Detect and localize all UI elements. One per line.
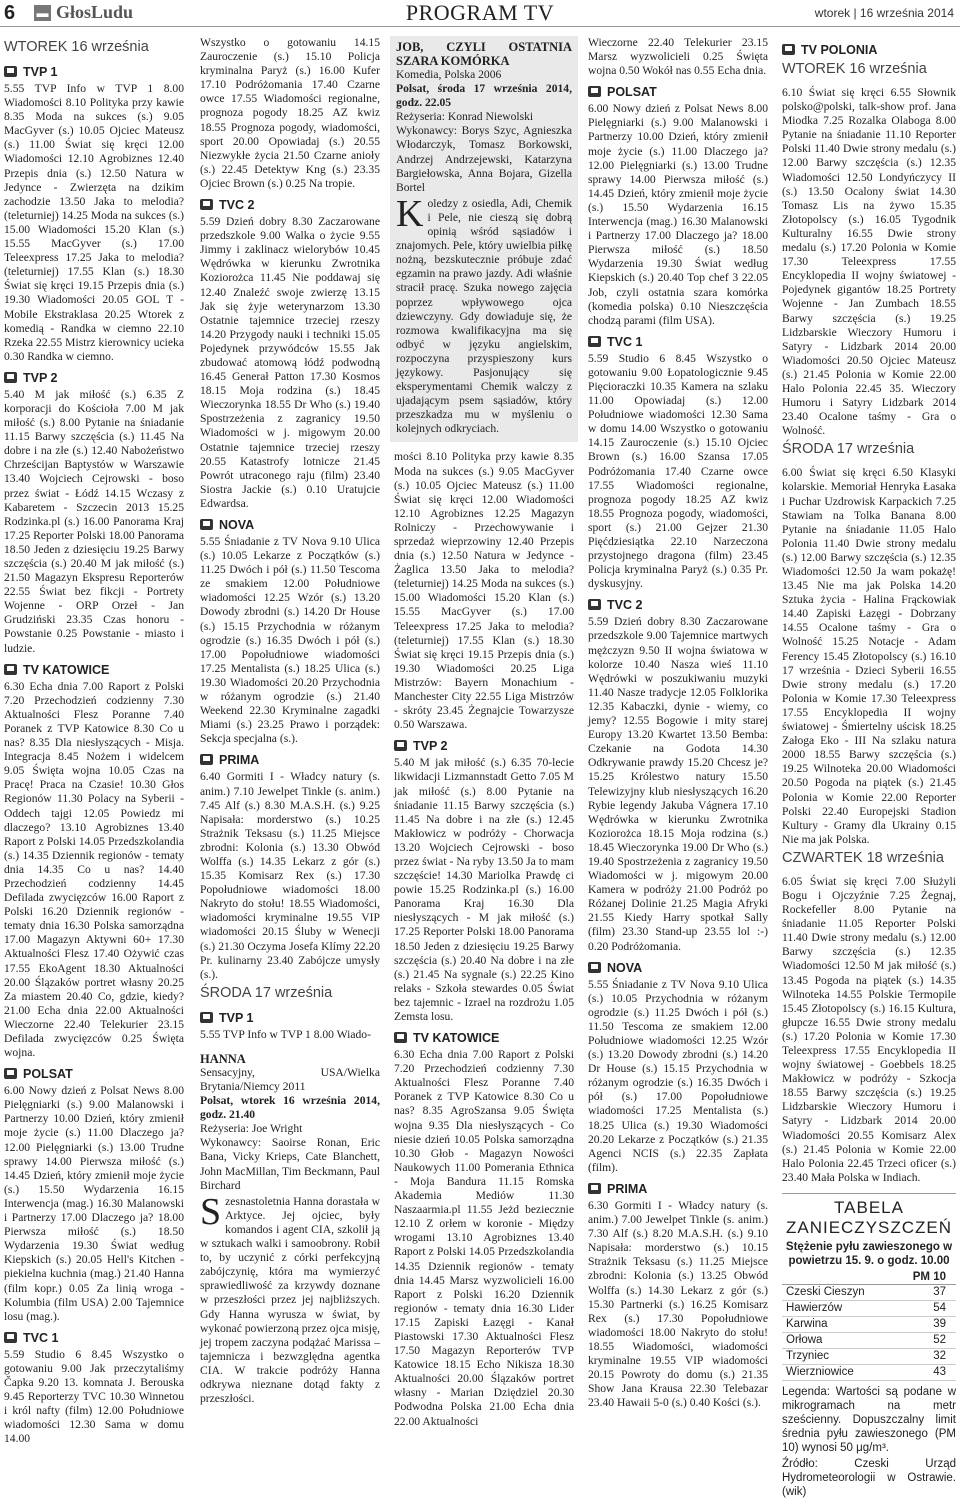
glos-ludu-logo (34, 4, 154, 23)
channel-name: TV POLONIA (801, 43, 878, 57)
channel-heading (588, 334, 768, 350)
tv-icon (4, 1332, 17, 1343)
synopsis-text: zesnastoletnia Hanna dorastała w Arktyce. Jej ojciec, były komandos i agent CIA, szkolił ją w sztukach walki i samoobrony. Robił to, by uczynić z córki perfekcyjną zabójczynię, która ma wymierzyć sprawiedliwość za krzywdy doznane w przeszłości przez jej najbliższych. Gdy Hanna wyrusza w świat, by wykonać powierzoną przez ojca misję, jej tropem zaczyna podążać Marissa – tajemnicza i bezwzględna agentka CIA. W trakcie podróży Hanna odkrywa nieznane dotąd fakty z przeszłości. (200, 1194, 380, 1406)
program-text: 5.59 Studio 6 8.45 Wszystko o gotowaniu 9.00 Łopatologicznie 9.45 Pięcioraczki 10.35 Kamera na szlaku 11.00 Opowiadaj (s.) 12.00 Południowe wiadomości 12.30 Sama w domu 14.00 Wszystko o gotowaniu 14.15 Zauroczenie (s.) 15.10 Ojciec Brown (s.) 16.00 Szansa 17.05 Podróżomania 17.40 Czarne owce 17.55 Wiadomości regionalne, prognoza pogody 18.25 AZ kwiz 18.55 Prognoza pogody, wiadomości, sport (s.) 21.00 Gejzer 21.30 Pięćdziesiątka 22.10 Narzeczona przystojnego dragona (film) 23.45 Policja kryminalna Paryż (s.) 0.35 Pr. dyskusyjny. (588, 351, 768, 591)
channel-name: TVC 1 (607, 334, 643, 349)
channel-heading (588, 1181, 768, 1197)
channel-heading (4, 662, 184, 678)
program-listing (4, 388, 184, 656)
tv-icon (394, 740, 407, 751)
synopsis-text: oledzy z osiedla, Adi, Chemik i Pele, nie cieszą się dobrą opinią wśród sąsiadów i znajomych. Pele, który uwielbia piłkę nożną, bezskutecznie próbuje zdać egzamin na prawo jazdy. Adi właśnie stracił pracę. Szuka nowego zajęcia poprzez wpływowego ojca dziewczyny. Gdy dowiaduje się, że rozmowa kwalifikacyjna ma się odbyć w języku angielskim, rozpoczyna przyspieszony kurs językowy. Pasjonujący się eksperymentami Chemik walczy z ujadającym psem sąsiadów, który przeszkadza mu w myśleniu o kolejnych odkryciach. (396, 196, 572, 436)
tv-icon (200, 199, 213, 210)
program-text: 6.00 Świat się kręci 6.50 Klasyki kolarskie. Memoriał Henryka Łasaka i Puchar Uzdrowisk Karpackich 7.25 Stawiam na Tolka Banana 8.00 Pytanie na śniadanie 11.05 Halo Polonia 11.40 Dwie strony medalu (s.) 12.00 Barwy szczęścia (s.) 12.35 Wiadomości 12.50 Ja wam pokażę! 13.45 Nie ma jak Polska 14.20 Sztuka życia - Halina Frąckowiak 14.40 Zapiski Łazęgi - Dobrzany 14.55 Ocalone taśmy - Gra o Wolność 15.25 Notacje - Adam Ferency 15.45 Złotopolscy (s.) 16.10 17 września - Dzieci Syberii 16.55 Dwie strony medalu (s.) 17.20 Polonia w Komie 17.30 Teleexpress 17.55 Encyklopedia II wojny światowej - Śmiertelny uścisk 18.25 Załoga Eko - III Na szlaku natura 2000 18.55 Barwy szczęścia (s.) 19.25 Wilnoteka 20.00 Wiadomości 20.50 Pogoda na piątek (s.) 21.45 Polonia w Komie 22.00 Reporter Polski 22.40 Europejski Stadion Kultury - Gramy dla Ukrainy 0.15 Nie ma jak Polska. (782, 466, 956, 846)
city-name: Hawierzów (786, 1302, 843, 1315)
tv-icon (588, 86, 601, 97)
program-listing (588, 352, 768, 592)
channel-heading (782, 42, 956, 58)
tv-icon (588, 336, 601, 347)
film-credits: Reżyseria: Konrad Niewolski Wykonawcy: Borys Szyc, Agnieszka Włodarczyk, Tomasz Borkowski, Andrzej Andrzejewski, Katarzyna Bargiełowska, Anna Bojara, Gizella Bortel (396, 110, 572, 194)
film-recommendation (200, 1042, 380, 1414)
program-listing (4, 82, 184, 364)
logo-text: GłosLudu (56, 2, 134, 22)
channel-heading (588, 84, 768, 100)
day-heading: CZWARTEK 18 września (782, 849, 944, 866)
pollution-table-source: Źródło: Czeski Urząd Hydrometeorologii w Ostrawie. (wik) (782, 1458, 956, 1499)
channel-name: PRIMA (219, 753, 260, 768)
film-title: JOB, CZYLI OSTATNIA SZARA KOMÓRKA (396, 40, 572, 68)
program-listing (4, 1084, 184, 1324)
film-synopsis (396, 192, 572, 437)
program-text: 5.55 TVP Info w TVP 1 8.00 Wiadomości 8.10 Polityka przy kawie 8.35 Moda na sukces (s.) 9.05 MacGyver (s.) 10.05 Ojciec Mateusz (s.) 11.00 Świat się kręci 12.00 Wiadomości 12.10 Agrobiznes 12.40 Przepis dnia (s.) 12.50 Natura w Jedynce - Zwierzęta na dzikim zachodzie 13.50 Jaka to melodia? (teleturniej) 14.25 Moda na sukces (s.) 15.00 Wiadomości 15.20 Klan (s.) 15.55 MacGyver (s.) 17.00 Teleexpress 17.25 Jaka to melodia? (teleturniej) 17.55 Klan (s.) 18.30 Świat się kręci 19.15 Przepis dnia (s.) 19.30 Wiadomości 20.05 GOL T - Mobile Ekstraklasa 20.25 Wtorek z komedią - Randka w ciemno 22.10 Rzeka 22.55 Mistrz kierownicy ucieka 0.30 Randka w ciemno. (4, 82, 184, 363)
program-listing (782, 86, 956, 438)
program-text: 6.30 Echa dnia 7.00 Raport z Polski 7.20 Przechodzień codzienny 7.30 Aktualności Flesz Poranne 7.40 Poranek z TVP Katowice 8.30 Co u nas? 8.35 Dla niesłyszących - Misja. Integracja 8.45 Nożem i widelcem 9.05 Święta wojna 10.05 Czas na Pracę! Praca na Czasie! 10.30 Głos Regionów 11.30 Polacy na Syberii - Oddech tajgi 12.05 Powiedz mi dlaczego? 13.10 Agrobiznes 13.40 Raport z Polski 14.05 Przedszkolandia (s.) 14.35 Dziennik regionów - tematy dnia 14.35 Co u nas? 14.40 Przechodzień codzienny 14.45 Defilada zwycięzców 16.00 Raport z Polski 16.20 Dziennik regionów - tematy dnia 16.30 Polska samorządna 17.00 Magazyn Aktywni 60+ 17.30 Aktualności Flesz 17.40 Ożywić czas 17.55 EkoAgent 18.30 Aktualności 20.00 Ślązaków portret własny 20.25 Za miastem 20.40 Co, gdzie, kiedy? 21.00 Echa dnia 22.00 Aktualności Wieczorne 22.40 Telekurier 23.15 Defilada zwycięzców 0.25 Święta wojna. (4, 679, 184, 1060)
tv-icon (588, 599, 601, 610)
program-text: Wieczorne 22.40 Telekurier 23.15 Marsz wyzwolicieli 0.25 Święta wojna 0.50 Wokół nas 0.55 Echa dnia. (588, 36, 768, 78)
program-listing (394, 450, 574, 732)
program-listing (588, 102, 768, 328)
pm10-value: 43 (933, 1366, 946, 1379)
pollution-table-rows (782, 1285, 956, 1381)
channel-heading (4, 370, 184, 386)
program-listing (200, 535, 380, 746)
program-text: 5.59 Studio 6 8.45 Wszystko o gotowaniu 9.00 Jak przeczytaliśmy Čapka 9.20 13. komnata J. Berouska 9.45 Reporterzy TVC 10.30 Winnetou i król nafty (film) 12.00 Południowe wiadomości 12.30 Sama w domu 14.00 (4, 1347, 184, 1446)
channel-heading (4, 64, 184, 80)
channel-heading (200, 197, 380, 213)
channel-name: TV KATOWICE (23, 662, 110, 677)
program-listing (4, 1348, 184, 1447)
channel-name: PRIMA (607, 1181, 648, 1196)
program-text: 5.40 M jak miłość (s.) 6.35 Z korporacji do Kościoła 7.00 M jak miłość (s.) 8.00 Pytanie na śniadanie 11.15 Barwy szczęścia (s.) 11.45 Na dobre i na złe (s.) 12.40 Nabożeństwo Chrześcijan Baptystów w Warszawie 13.40 Wojciech Cejrowski - boso przez świat - Łódź 14.15 Wczasy z Kabaretem - Szczecin 2013 15.25 Rodzinka.pl (s.) 16.00 Panorama Kraj 17.25 Reporter Polski 18.00 Panorama 18.50 Jeden z dziesięciu 19.25 Barwy szczęścia (s.) 20.40 M jak miłość (s.) 21.50 Magazyn Ekspresu Reporterów 22.55 Świat bez fikcji - Portrety Wojenne - ORP Orzeł - Jan Grudziński 23.35 Czas honoru - Powstanie 0.25 Powstanie - miasto i ludzie. (4, 387, 184, 655)
logo-mark-icon: ▬ (34, 5, 51, 21)
program-listing (4, 680, 184, 1061)
tv-icon (588, 962, 601, 973)
pollution-table-legend: Legenda: Wartości są podane w mikrogramach na metr sześcienny. Dopuszczalny limit średnia pyłu zawieszonego (PM 10) wynosi 50 μg/m³. (782, 1386, 956, 1455)
channel-heading (4, 1066, 184, 1082)
channel-name: TVC 2 (607, 598, 643, 613)
channel-name: POLSAT (23, 1067, 73, 1082)
table-row (782, 1333, 956, 1349)
page-header (0, 0, 960, 27)
tv-icon (394, 1032, 407, 1043)
film-genre: Sensacyjny, USA/Wielka Brytania/Niemcy 2011 (200, 1065, 380, 1093)
city-name: Wierzniowice (786, 1366, 854, 1379)
channel-name: TVP 2 (23, 370, 58, 385)
channel-name: POLSAT (607, 85, 657, 100)
tv-icon (4, 664, 17, 675)
program-listing (394, 1048, 574, 1429)
program-text: 6.30 Gormiti I - Władcy natury (s. anim.) 7.00 Jewelpet Tinkle (s. anim.) 7.30 Alf (s.) 8.20 M.A.S.H. (s.) 9.10 Napisała: morderstwo (s.) 10.15 Strażnik Teksasu (s.) 11.25 Miejsce zbrodni: Kolonia (s.) 13.25 Obwód Wolffa (s.) 14.30 Lekarz z gór (s.) 15.30 Partnerki (s.) 16.25 Komisarz Rex (s.) 17.30 Popołudniowe wiadomości 18.00 Nakryto do stołu! 18.55 Wiadomości, wiadomości kryminalne 19.55 VIP wiadomości 20.15 Powroty do domu (s.) 21.35 Show Jana Krausa 22.30 Telebazar 23.40 Hawaii 5-0 (s.) 0.40 Kości (s.). (588, 1198, 768, 1410)
channel-heading (588, 960, 768, 976)
pm10-value: 32 (933, 1350, 946, 1363)
program-listing (782, 466, 956, 847)
channel-name: NOVA (607, 960, 643, 975)
city-name: Trzyniec (786, 1350, 830, 1363)
program-text: mości 8.10 Polityka przy kawie 8.35 Moda na sukces (s.) 9.05 MacGyver (s.) 10.05 Ojciec Mateusz (s.) 11.00 Świat się kręci 12.00 Wiadomości 12.10 Agrobiznes 12.25 Magazyn Rolniczy - Przechowywanie i sprzedaż wieprzowiny 12.40 Przepis dnia (s.) 12.50 Natura w Jedynce - Żaglica 13.50 Jaka to melodia? (teleturniej) 14.25 Moda na sukces (s.) 15.00 Wiadomości 15.20 Klan (s.) 15.55 MacGyver (s.) 17.00 Teleexpress 17.25 Jaka to melodia? (teleturniej) 17.55 Klan (s.) 18.30 Świat się kręci 19.15 Przepis dnia (s.) 19.30 Wiadomości 20.25 Liga Mistrzów: Bayern Monachium - Manchester City 22.55 Liga Mistrzów - skróty 23.45 Żegnajcie Towarzysze 0.50 Warszawa. (394, 450, 574, 732)
pm10-value: 37 (933, 1286, 946, 1299)
tv-icon (200, 1012, 213, 1023)
day-heading: ŚRODA 17 września (782, 441, 915, 458)
channel-heading (588, 597, 768, 613)
tv-icon (588, 1183, 601, 1194)
film-credits: Reżyseria: Joe Wright Wykonawcy: Saoirse Ronan, Eric Bana, Vicky Krieps, Cate Blanchett, John MacMillan, Tim Beckmann, Paul Birchard (200, 1122, 380, 1192)
film-airtime: Polsat, środa 17 września 2014, godz. 22.05 (396, 82, 572, 110)
program-text: 6.10 Świat się kręci 6.55 Słownik polsko@polski, talk-show prof. Jana Miodka 7.25 Rozalka Olaboga 8.00 Pytanie na śniadanie 11.10 Reporter Polski 11.40 Dwie strony medalu (s.) 12.00 Barwy szczęścia (s.) 12.35 Wiadomości 12.50 Londyńczycy II (s.) 13.50 Ocalony świat 14.30 Tomasz Lis na żywo 15.35 Złotopolscy (s.) 16.05 Tygodnik Kulturalny 16.55 Dwie strony medalu (s.) 17.20 Polonia w Komie 17.30 Teleexpress 17.55 Encyklopedia II wojny światowej - Pojedynek gigantów 18.25 Portrety Wojenne - Jan Zumbach 18.55 Barwy szczęścia (s.) 19.25 Lidzbarskie Wieczory Humoru i Satyry - Lidzbark 2014 20.00 Wiadomości 20.50 Ojciec Mateusz (s.) 21.45 Polonia w Komie 22.00 Halo Polonia 22.45 35. Wieczory Humoru i Satyry Lidzbark 2014 23.40 Ocalone taśmy - Gra o Wolność. (782, 86, 956, 438)
program-text: Wszystko o gotowaniu 14.15 Zauroczenie (s.) 15.10 Policja kryminalna Paryż (s.) 16.00 Kufer 17.10 Podróżomania 17.40 Czarne owce 17.55 Wiadomości regionalne, prognoza pogody 18.25 AZ kwiz 18.55 Prognoza pogody, wiadomości, sport 20.00 Opowiadaj (s.) 20.55 Niezwykłe życia 21.50 Czarne anioły (s.) 22.45 Detektyw Kng (s.) 23.35 Ojciec Brown (s.) 0.25 Na tropie. (200, 36, 380, 190)
program-listing (588, 978, 768, 1175)
tv-icon (4, 372, 17, 383)
program-listing (588, 36, 768, 78)
program-listing (200, 1028, 380, 1042)
program-text: 5.59 Dzień dobry 8.30 Zaczarowane przedszkole 9.00 Tajemnice martwych mężczyzn 9.50 II wojna światowa w kolorze 10.40 Nasza wieś 11.10 Wędrówki w poszukiwaniu muzyki 11.40 Nasze tradycje 12.05 Folklorika 12.35 Kabaczki, dynie - wiemy, co jemy? 12.55 Bogowie i mity starej Europy 13.20 Kwartet 13.50 Bemba: Czekanie na Godota 14.30 Odkrywanie prawdy 15.20 Chcesz je? 15.25 Królestwo natury 15.50 Telewizyjny klub niesłyszących 16.20 Rybie legendy Jakuba Vágnera 17.10 Wędrówka w kierunku Zwrotnika Koziorożca 18.15 Moja rodzina (s.) 18.45 Wieczorynka 19.00 Dr Who (s.) 19.40 Spostrzeżenia z zagranicy 19.50 Wiadomości w j. migowym 20.00 Kamera w podróży 21.00 Podróż po Różanej Dolinie 21.25 Magia Afryki 21.55 Kiedy Harry spotkał Sally (film) 23.30 Stand-up 23.55 lol :-) 0.20 Podróżomania. (588, 615, 768, 953)
program-listing (200, 215, 380, 511)
channel-name: TV KATOWICE (413, 1031, 500, 1046)
tv-icon (4, 66, 17, 77)
day-heading: WTOREK 16 września (4, 39, 149, 55)
drop-cap: S (200, 1190, 222, 1233)
pm10-value: 54 (933, 1302, 946, 1315)
pollution-table (782, 1193, 956, 1499)
day-heading: WTOREK 16 września (782, 61, 927, 77)
program-text: 6.40 Gormiti I - Władcy natury (s. anim.) 7.10 Jewelpet Tinkle (s. anim.) 7.45 Alf (s.) 8.30 M.A.S.H. (s.) 9.25 Napisała: morderstwo (s.) 10.25 Strażnik Teksasu (s.) 11.25 Miejsce zbrodni: Kolonia (s.) 13.30 Obwód Wolffa (s.) 14.35 Lekarz z gór (s.) 15.35 Komisarz Rex (s.) 17.30 Popołudniowe wiadomości 18.00 Nakryto do stołu! 18.55 Wiadomości, wiadomości kryminalne 19.55 VIP wiadomości 20.15 Śluby w Wenecji (s.) 21.30 Oczyma Josefa Klímy 22.20 Pr. kulinarny 23.40 Zabójcze umysły (s.). (200, 770, 380, 981)
tv-icon (200, 519, 213, 530)
pollution-table-unit: PM 10 (782, 1270, 956, 1285)
header-date: wtorek | 16 września 2014 (814, 6, 954, 20)
film-genre: Komedia, Polska 2006 (396, 68, 502, 81)
channel-heading (200, 752, 380, 768)
program-text: 5.59 Dzień dobry 8.30 Zaczarowane przedszkole 9.00 Walka o życie 9.55 Jimmy i zaklinacz wielorybów 10.45 Wędrówka w kierunku Zwrotnika Koziorożca 11.45 Nie poddawaj się 12.40 Znaleźć swoje zwierzę 13.15 Jak się żyje weterynarzom 13.30 Ostatnie tajemnice trzeciej rzeszy 14.20 Przygody nauki i techniki 15.05 Pojedynek przywódców 15.55 Jak zbudować atomową łódź podwodną 16.45 Generał Patton 17.30 Kosmos 18.15 Moja rodzina (s.) 18.45 Wieczorynka 18.55 Dr Who (s.) 19.40 Spostrzeżenia z zagranicy 19.50 Wiadomości w j. migowym 20.00 Ostatnie tajemnice trzeciej rzeszy 20.55 Katastrofy lotnicze 21.45 Powrót utraconego raju (film) 23.40 Siostra Jackie (s.) 0.10 Uratujcie Edwardsa. (200, 215, 380, 510)
pm10-value: 39 (933, 1318, 946, 1331)
film-synopsis (200, 1190, 380, 1406)
channel-heading (394, 738, 574, 754)
film-airtime: Polsat, wtorek 16 września 2014, godz. 21.40 (200, 1094, 380, 1122)
channel-name: TVP 1 (23, 65, 58, 79)
section-title: PROGRAM TV (405, 0, 555, 25)
tv-icon (4, 1068, 17, 1079)
program-text: 5.40 M jak miłość (s.) 6.35 70-lecie likwidacji Lizmannstadt Getto 7.05 M jak miłość (s.) 8.00 Pytanie na śniadanie 11.15 Barwy szczęścia (s.) 11.45 Na dobre i na złe (s.) 12.45 Makłowicz w podróży - Chorwacja 13.20 Wojciech Cejrowski - boso przez świat - Na ryby 13.50 Ja to mam szczęście! 14.30 Mariolka Prawdę ci powie 15.25 Rodzinka.pl (s.) 16.00 Panorama Kraj 16.30 Dla niesłyszących - M jak miłość (s.) 17.25 Reporter Polski 18.00 Panorama 18.50 Jeden z dziesięciu 19.25 Barwy szczęścia (s.) 20.40 Na dobre i na złe (s.) 21.45 Na sygnale (s.) 22.25 Kino relaks - Szkoła stewardes 0.05 Świat bez tajemnic - Izrael na rozdrożu 1.05 Zemsta losu. (394, 756, 574, 1023)
channel-name: NOVA (219, 518, 255, 532)
program-listing (394, 756, 574, 1024)
program-listing (588, 1199, 768, 1410)
tv-icon (200, 754, 213, 765)
program-text: 5.55 Śniadanie z TV Nova 9.10 Ulica (s.) 10.05 Lekarze z Początków (s.) 11.25 Dwóch i pół (s.) 11.50 Tescoma ze smakiem 12.00 Południowe wiadomości 12.25 Wzór (s.) 13.20 Dowody zbrodni (s.) 14.20 Dr House (s.) 15.15 Przychodnia w różanym ogrodzie (s.) 16.35 Dwóch i pół (s.) 17.00 Popołudniowe wiadomości 17.25 Mentalista (s.) 18.25 Ulica (s.) 19.30 Wiadomości 20.20 Przychodnia w różanym ogrodzie (s.) 21.40 Weekend 22.30 Kryminalne zagadki Miami (s.) 23.25 Prawo i porządek: Sekcja specjalna (s.). (200, 535, 380, 746)
program-text: 6.00 Nowy dzień z Polsat News 8.00 Pielęgniarki (s.) 9.00 Malanowski i Partnerzy 10.00 Dzień, który zmienił moje życie (s.) 11.00 Dlaczego ja? 12.00 Pielęgniarki (s.) 13.00 Trudne sprawy 14.00 Pierwsza miłość (s.) 14.45 Dzień, który zmienił moje życie (s.) 15.50 Wydarzenia 16.15 Interwencja (mag.) 16.30 Malanowski i Partnerzy 17.00 Dlaczego ja? 18.00 Pierwsza miłość (s.) 18.50 Wydarzenia 19.30 Świat według Kiepskich (s.) 20.05 Hell's Kitchen - piekielna kuchnia (mag.) 21.40 Hanna (film kopr.) 0.05 Za linią wroga - Kolumbia (film USA) 2.00 Tajemnice losu (mag.). (4, 1084, 184, 1323)
pollution-table-title: TABELA ZANIECZYSZCZEŃ (785, 1197, 953, 1237)
pm10-value: 52 (933, 1334, 946, 1347)
program-text: 5.55 TVP Info w TVP 1 8.00 Wiado- (200, 1027, 371, 1041)
program-listing (200, 770, 380, 981)
program-text: 6.05 Świat się kręci 7.00 Służyli Bogu i Ojczyźnie 7.25 Żegnaj, Rockefeller 8.00 Pytanie na śniadanie 11.05 Reporter Polski 11.40 Dwie strony medalu (s.) 12.00 Barwy szczęścia (s.) 12.35 Wiadomości 12.50 M jak miłość (s.) 13.45 Pogoda na piątek (s.) 14.35 Wilnoteka 14.55 Polskie Termopile 15.45 Złotopolscy (s.) 16.15 Kultura, głupcze 16.55 Dwie strony medalu (s.) 17.20 Polonia w Komie 17.30 Teleexpress 17.55 Encyklopedia II wojny światowej - Goebbels 18.25 Makłowicz w podróży - Szkocja 18.55 Barwy szczęścia (s.) 19.25 Lidzbarskie Wieczory Humoru i Satyry - Lidzbark 2014 20.00 Wiadomości 20.55 Komisarz Alex (s.) 21.45 Polonia w Komie 22.00 Halo Polonia 22.45 Trzeci oficer (s.) 23.40 Mała Polska w Indiach. (782, 874, 956, 1184)
channel-name: TVC 1 (23, 1330, 59, 1345)
film-title: HANNA (200, 1051, 246, 1066)
column-5 (782, 36, 956, 1499)
channel-name: TVP 1 (219, 1010, 254, 1025)
table-row (782, 1365, 956, 1381)
channel-heading (200, 1010, 380, 1026)
column-1 (4, 36, 184, 1446)
table-row (782, 1317, 956, 1333)
channel-heading (200, 517, 380, 533)
channel-name: TVP 2 (413, 739, 448, 754)
program-listing (200, 36, 380, 191)
column-4 (588, 36, 768, 1421)
city-name: Karwina (786, 1318, 828, 1331)
channel-heading (394, 1030, 574, 1046)
program-listing (588, 615, 768, 953)
program-listing (782, 875, 956, 1185)
drop-cap: K (396, 192, 424, 235)
channel-heading (4, 1330, 184, 1346)
table-row (782, 1285, 956, 1301)
channel-name: TVC 2 (219, 198, 255, 213)
program-text: 5.55 Śniadanie z TV Nova 9.10 Ulica (s.) 10.05 Przychodnia w różanym ogrodzie (s.) 11.25 Dwóch i pół (s.) 11.50 Tescoma ze smakiem 12.00 Południowe wiadomości 12.25 Wzór (s.) 13.20 Dowody zbrodni (s.) 14.20 Dr House (s.) 15.15 Przychodnia w różanym ogrodzie (s.) 16.35 Dwóch i pół (s.) 17.00 Popołudniowe wiadomości 17.25 Mentalista (s.) 18.25 Ulica (s.) 19.30 Wiadomości 20.20 Lekarze z Początków (s.) 21.35 Agenci NCIS (s.) 22.35 Zapłata (film). (588, 977, 768, 1174)
column-3 (394, 36, 574, 1428)
city-name: Czeski Cieszyn (786, 1286, 865, 1299)
page-number: 6 (4, 2, 16, 24)
program-text: 6.30 Echa dnia 7.00 Raport z Polski 7.20 Przechodzień codzienny 7.30 Aktualności Flesz Poranne 7.40 Poranek z TVP Katowice 8.30 Co u nas? 8.35 AgroSzansa 9.05 Święta wojna 9.35 Dla niesłyszących - Co niesie dzień 10.05 Polska samorządna 10.30 Głob - Magazyn Nowości Naukowych 11.00 Pomerania Ethnica - Moja Bandura 11.15 Romska Akademia Mediów 11.30 Naszaarmia.pl 11.55 Jeżd beziecznie 12.10 Z orłem w koronie - Między wrogami 13.10 Agrobiznes 13.40 Raport z Polski 14.05 Przedszkolandia 14.35 Dziennik regionów - tematy dnia 14.45 Marsz wyzwolicieli 16.00 Raport z Polski 16.20 Dziennik regionów - tematy dnia 16.30 Lider 17.15 Zapiski Łazęgi - Kanał Piastowski 17.30 Aktualności Flesz 17.50 Magazyn Reporterów TVP Katowice 18.15 Echo Nikisza 18.30 Aktualności 20.00 Ślązaków portret własny - Marian Dziędziel 20.30 Podwodna Polska 21.00 Echa dnia 22.00 Aktualności (394, 1048, 574, 1428)
day-heading: ŚRODA 17 września (200, 984, 333, 1001)
film-recommendation (390, 36, 578, 442)
pollution-table-subtitle: Stężenie pyłu zawieszonego w powietrzu 15. 9. o godz. 10.00 (785, 1240, 953, 1267)
table-row (782, 1301, 956, 1317)
column-5-programs (782, 42, 956, 1185)
table-row (782, 1349, 956, 1365)
program-text: 6.00 Nowy dzień z Polsat News 8.00 Pielęgniarki (s.) 9.00 Malanowski i Partnerzy 10.00 Dzień, który zmienił moje życie (s.) 11.00 Dlaczego ja? 12.00 Pielęgniarki (s.) 13.00 Trudne sprawy 14.00 Pierwsza miłość (s.) 14.45 Dzień, który zmienił moje życie (s.) 15.50 Wydarzenia 16.15 Interwencja (mag.) 16.30 Malanowski i Partnerzy 17.00 Dlaczego ja? 18.00 Pierwsza miłość (s.) 18.50 Wydarzenia 19.30 Świat według Kiepskich (s.) 20.40 Top chef 3 22.05 Job, czyli ostatnia szara komórka (komedia polska) 0.10 Nieszczęścia chodzą parami (film USA). (588, 102, 768, 327)
city-name: Orłowa (786, 1334, 823, 1347)
column-2 (200, 36, 380, 1421)
tv-icon (782, 44, 795, 55)
